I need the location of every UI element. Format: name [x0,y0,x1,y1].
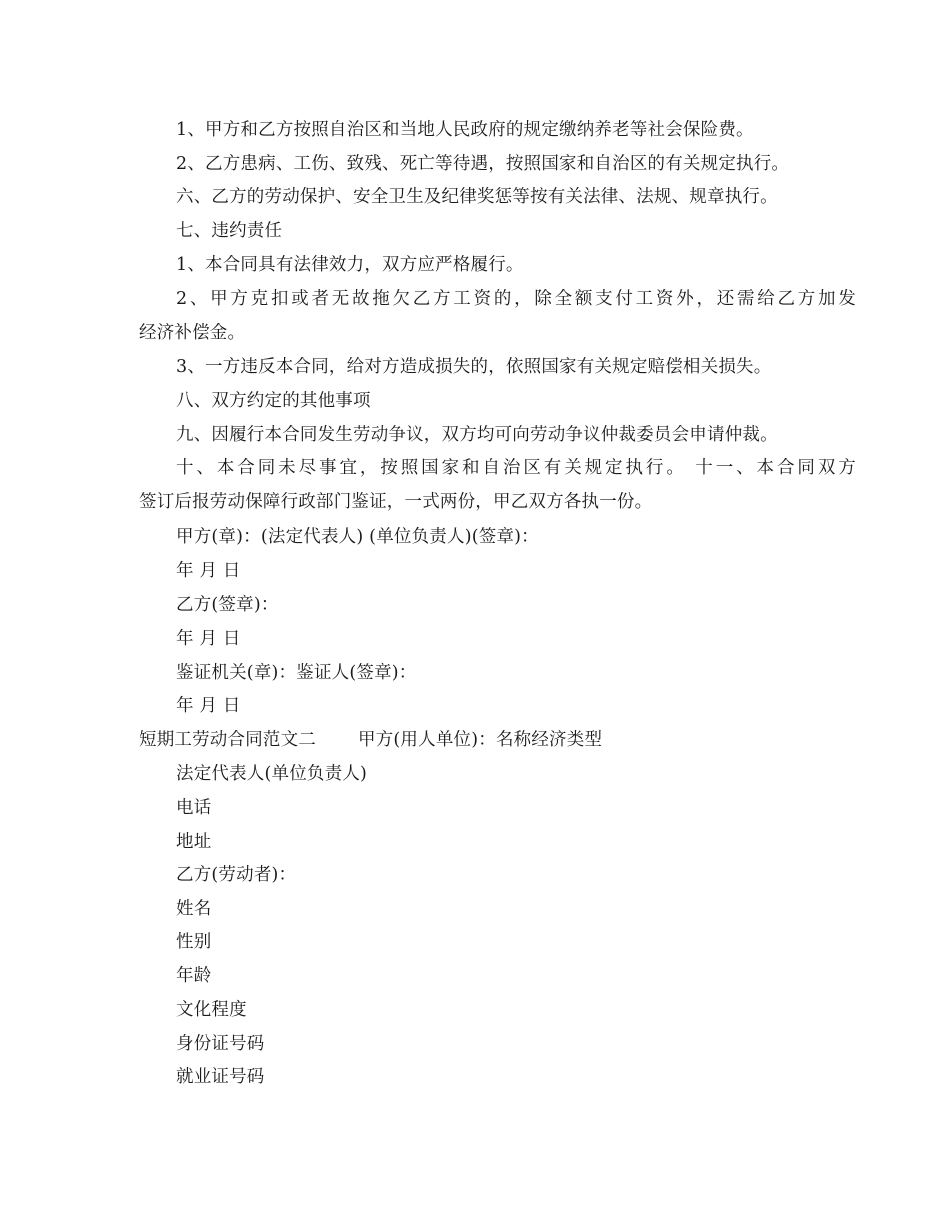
field-phone: 电话 [176,798,212,818]
field-legal-representative: 法定代表人(单位负责人) [176,764,368,784]
clause-wage-deduction-cont: 经济补偿金。 [139,323,246,343]
clause-wage-deduction: 2、甲方克扣或者无故拖欠乙方工资的，除全额支付工资外，还需给乙方加发 [176,289,856,309]
field-address: 地址 [176,832,212,852]
second-contract-title: 短期工劳动合同范文二 [139,730,316,750]
clause-legal-effect: 1、本合同具有法律效力，双方应严格履行。 [176,255,524,275]
second-contract-employer: 甲方(用人单位)：名称经济类型 [358,730,603,750]
clause-illness-injury: 2、乙方患病、工伤、致残、死亡等待遇，按照国家和自治区的有关规定执行。 [176,154,790,174]
clause-breach-damages: 3、一方违反本合同，给对方造成损失的，依照国家有关规定赔偿相关损失。 [176,357,772,377]
field-education: 文化程度 [176,1000,247,1020]
second-contract-heading-row [139,729,819,751]
field-id-number: 身份证号码 [176,1034,265,1054]
field-employment-card-number: 就业证号码 [176,1067,265,1087]
date-line-verification: 年 月 日 [176,696,241,716]
section-eleven-cont: 签订后报劳动保障行政部门鉴证，一式两份，甲乙双方各执一份。 [139,492,653,512]
field-party-b-worker: 乙方(劳动者)： [176,865,297,885]
section-seven-heading: 七、违约责任 [176,221,283,241]
section-nine-dispute: 九、因履行本合同发生劳动争议，双方均可向劳动争议仲裁委员会申请仲裁。 [176,425,778,445]
clause-social-insurance: 1、甲方和乙方按照自治区和当地人民政府的规定缴纳养老等社会保险费。 [176,120,754,140]
field-name: 姓名 [176,899,212,919]
party-a-signature: 甲方(章)：(法定代表人) (单位负责人)(签章)： [176,527,539,547]
verification-signature: 鉴证机关(章)：鉴证人(签章)： [176,663,417,683]
party-b-signature: 乙方(签章)： [176,595,279,615]
section-six-labor-protection: 六、乙方的劳动保护、安全卫生及纪律奖惩等按有关法律、法规、规章执行。 [176,187,778,207]
date-line-a: 年 月 日 [176,561,241,581]
date-line-b: 年 月 日 [176,629,241,649]
section-eight-heading: 八、双方约定的其他事项 [176,391,371,411]
field-gender: 性别 [176,932,212,952]
field-age: 年龄 [176,966,212,986]
section-ten-eleven: 十、本合同未尽事宜，按照国家和自治区有关规定执行。 十一、本合同双方 [176,458,856,478]
